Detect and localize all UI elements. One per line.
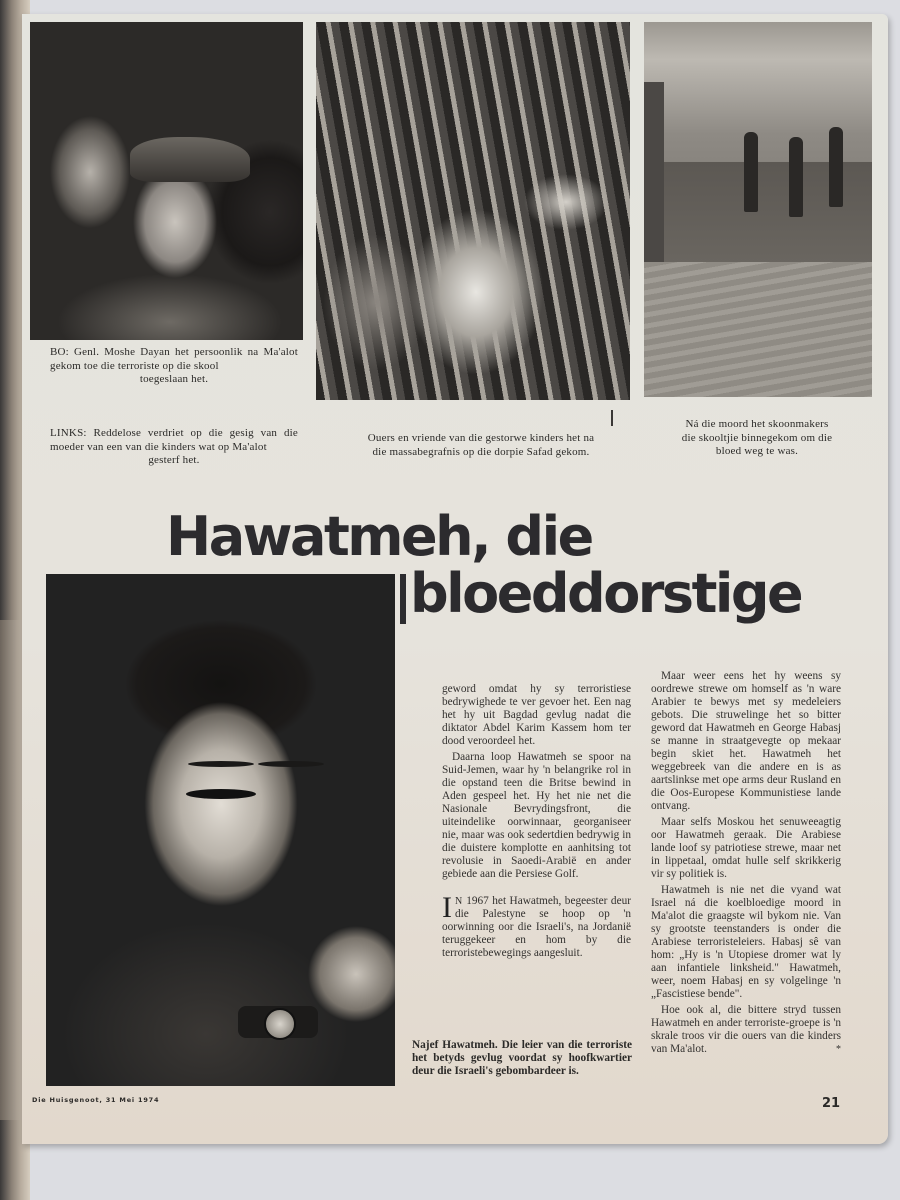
caption-portrait: Najef Hawatmeh. Die leier van die terroriste het betyds gevlug voordat sy hoofkwartier deur die Israeli's gebombardeer is.	[412, 1039, 632, 1077]
figure-person	[789, 137, 803, 217]
article-paragraph: Maar selfs Moskou het senuweeagtig oor Hawatmeh geraak. Die Arabiese lande loof sy patriotiese strewe, maar net in lippetaal, omdat hulle self skrikkerig vir sy politiek is.	[651, 816, 841, 880]
article-paragraph-dropcap	[442, 891, 631, 960]
crop-mark	[611, 410, 613, 426]
article-column-2	[651, 670, 841, 1056]
photo-moshe-dayan	[30, 22, 303, 340]
caption-cleaners-line3: bloed weg te was.	[715, 445, 799, 457]
article-paragraph: Daarna loop Hawatmeh se spoor na Suid-Jemen, waar hy 'n belangrike rol in die opstand teen die Britse bewind in Aden gespeel het. Hy het nie net die Nasionale Bevrydingsfront, die uiteindelike oorwinnaar, georganiseer nie, maar was ook sedertdien bedrywig in die duistere komplotte en aanhitsing tot revolusie in Saoedi-Arabië en ander gebiede aan die Persiese Golf.	[442, 751, 631, 880]
figure-person	[744, 132, 758, 212]
caption-links-text: LINKS: Reddelose verdriet op die gesig van die moeder van een van die kinders wat op Ma'alot	[50, 427, 298, 453]
headline-line1: Hawatmeh, die	[166, 505, 592, 568]
end-mark: *	[836, 1044, 841, 1055]
caption-cleaners-line1: Ná die moord het skoonmakers	[685, 418, 829, 430]
caption-bo	[50, 346, 298, 387]
photo-school-cleaners	[644, 22, 872, 397]
photo-mass-funeral	[316, 22, 630, 400]
drop-cap: I	[442, 891, 452, 924]
caption-links-last-line: gesterf het.	[148, 454, 200, 466]
caption-bo-text: BO: Genl. Moshe Dayan het persoonlik na Ma'alot gekom toe die terroriste op die skool	[50, 346, 298, 372]
caption-cleaners	[652, 418, 862, 459]
article-paragraph: geword omdat hy sy terroristiese bedrywighede te ver gevoer het. Een nag het hy uit Bagdad gevlug nadat die diktator Abdel Karim Kassem hom ter dood veroordeel het.	[442, 683, 631, 747]
headline-rule	[400, 574, 406, 624]
caption-funeral	[336, 432, 626, 459]
article-paragraph: Hawatmeh is nie net die vyand wat Israel ná die koelbloedige moord in Ma'alot die graagste wil bykom nie. Van sy grootste teenstanders is onder die Arabiese terroristeleiers. Habasj sê van hom: „Hy is 'n Utopiese dromer wat ly aan infantiele linksheid." Hawatmeh, weer, noem Habasj en sy volgelinge 'n „Fascistiese bende".	[651, 884, 841, 1000]
photo-hawatmeh-portrait	[46, 574, 395, 1086]
article-paragraph-text: 1967 het Hawatmeh, begeester deur die Palestyne se hoop op 'n oorwinning oor die Israeli's, na Jordanië teruggekeer en hom by die terroristebewegings aangesluit.	[442, 895, 631, 959]
article-paragraph-text: Hoe ook al, die bittere stryd tussen Hawatmeh en ander terroriste-groepe is 'n skrale troos vir die ouers van die kinders van Ma'alot.	[651, 1004, 841, 1055]
article-column-1	[442, 683, 631, 960]
caption-funeral-line2: die massabegrafnis op die dorpie Safad gekom.	[372, 445, 590, 458]
publication-footer: Die Huisgenoot, 31 Mei 1974	[32, 1096, 160, 1104]
caption-cleaners-line2: die skooltjie binnegekom om die	[681, 431, 833, 444]
article-paragraph: Maar weer eens het hy weens sy oordrewe strewe om homself as 'n ware Arabier te bewys met sy medeleiers gebots. Die struwelinge het so bitter geword dat Hawatmeh en George Habasj se manne in straatgevegte op mekaar begin skiet het. Hawatmeh het weggebreek van die andere en is as aartslinkse met ope arms deur Rusland en die Oos-Europese Kommunistiese lande ontvang.	[651, 670, 841, 812]
figure-person	[829, 127, 843, 207]
wristwatch-face	[264, 1008, 296, 1040]
small-caps: N	[455, 896, 463, 907]
page-number: 21	[822, 1096, 841, 1111]
caption-bo-last-line: toegeslaan het.	[139, 373, 209, 385]
caption-links	[50, 427, 298, 468]
caption-funeral-line1: Ouers en vriende van die gestorwe kinders het na	[367, 432, 595, 444]
article-paragraph-final	[651, 1004, 841, 1056]
headline-line2: bloeddorstige	[410, 562, 802, 625]
